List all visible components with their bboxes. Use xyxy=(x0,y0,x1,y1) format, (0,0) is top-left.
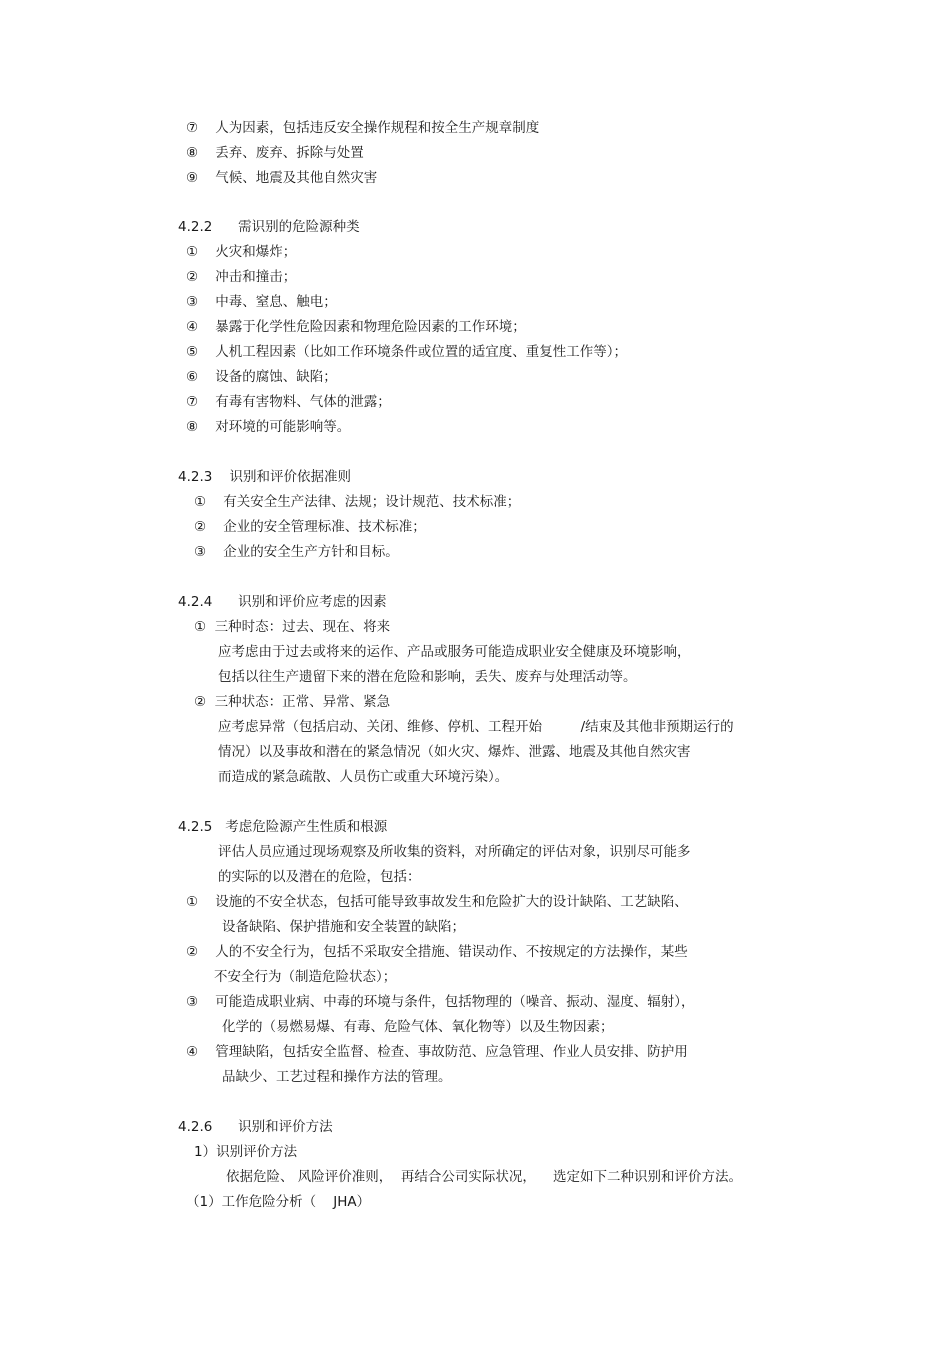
subheading: 1）识别评价方法 xyxy=(194,1144,298,1160)
subheading: （1）工作危险分析（ JHA） xyxy=(186,1194,371,1210)
section-heading: 4.2.5 考虑危险源产生性质和根源 xyxy=(178,819,388,835)
list-item: ① 有关安全生产法律、法规；设计规范、技术标准； xyxy=(194,494,521,510)
paragraph-line: 情况）以及事故和潜在的紧急情况（如火灾、爆炸、泄露、地震及其他自然灾害 xyxy=(218,744,691,760)
paragraph-line: 包括以往生产遗留下来的潜在危险和影响，丢失、废弃与处理活动等。 xyxy=(218,669,637,685)
section-heading: 4.2.4 识别和评价应考虑的因素 xyxy=(178,594,387,610)
list-item: ② 三种状态：正常、异常、紧急 xyxy=(194,694,391,710)
list-item: ⑨ 气候、地震及其他自然灾害 xyxy=(186,170,378,186)
paragraph-line: 设备缺陷、保护措施和安全装置的缺陷； xyxy=(222,919,465,935)
list-item: ⑧ 丢弃、废弃、拆除与处置 xyxy=(186,145,364,161)
list-item: ⑧ 对环境的可能影响等。 xyxy=(186,419,351,435)
paragraph-line: 依据危险、 风险评价准则， 再结合公司实际状况， 选定如下二种识别和评价方法。 xyxy=(226,1169,743,1185)
paragraph-line: 评估人员应通过现场观察及所收集的资料，对所确定的评估对象，识别尽可能多 xyxy=(218,844,691,860)
list-item: ③ 企业的安全生产方针和目标。 xyxy=(194,544,399,560)
paragraph-line: 应考虑异常（包括启动、关闭、维修、停机、工程开始 /结束及其他非预期运行的 xyxy=(218,719,734,735)
paragraph-line: 化学的（易燃易爆、有毒、危险气体、氧化物等）以及生物因素； xyxy=(222,1019,614,1035)
list-item: ② 企业的安全管理标准、技术标准； xyxy=(194,519,426,535)
paragraph-line: 品缺少、工艺过程和操作方法的管理。 xyxy=(222,1069,452,1085)
list-item: ③ 中毒、窒息、触电； xyxy=(186,294,337,310)
list-item: ④ 暴露于化学性危险因素和物理危险因素的工作环境； xyxy=(186,319,526,335)
section-heading: 4.2.6 识别和评价方法 xyxy=(178,1119,333,1135)
paragraph-line: 的实际的以及潜在的危险，包括： xyxy=(218,869,421,885)
list-item: ② 冲击和撞击； xyxy=(186,269,297,285)
list-item: ③ 可能造成职业病、中毒的环境与条件，包括物理的（噪音、振动、湿度、辐射）， xyxy=(186,994,695,1010)
list-item: ⑤ 人机工程因素（比如工作环境条件或位置的适宜度、重复性工作等）； xyxy=(186,344,628,360)
list-item: ① 火灾和爆炸； xyxy=(186,244,297,260)
paragraph-line: 而造成的紧急疏散、人员伤亡或重大环境污染）。 xyxy=(218,769,509,785)
list-item: ② 人的不安全行为，包括不采取安全措施、错误动作、不按规定的方法操作，某些 xyxy=(186,944,688,960)
paragraph-line: 应考虑由于过去或将来的运作、产品或服务可能造成职业安全健康及环境影响， xyxy=(218,644,691,660)
list-item: ⑦ 有毒有害物料、气体的泄露； xyxy=(186,394,391,410)
list-item: ⑥ 设备的腐蚀、缺陷； xyxy=(186,369,337,385)
list-item: ⑦ 人为因素，包括违反安全操作规程和按全生产规章制度 xyxy=(186,120,540,136)
list-item: ① 三种时态：过去、现在、将来 xyxy=(194,619,391,635)
list-item: ① 设施的不安全状态，包括可能导致事故发生和危险扩大的设计缺陷、工艺缺陷、 xyxy=(186,894,688,910)
list-item: ④ 管理缺陷，包括安全监督、检查、事故防范、应急管理、作业人员安排、防护用 xyxy=(186,1044,688,1060)
section-heading: 4.2.3 识别和评价依据准则 xyxy=(178,469,352,485)
paragraph-line: 不安全行为（制造危险状态）； xyxy=(214,969,397,985)
section-heading: 4.2.2 需识别的危险源种类 xyxy=(178,219,360,235)
